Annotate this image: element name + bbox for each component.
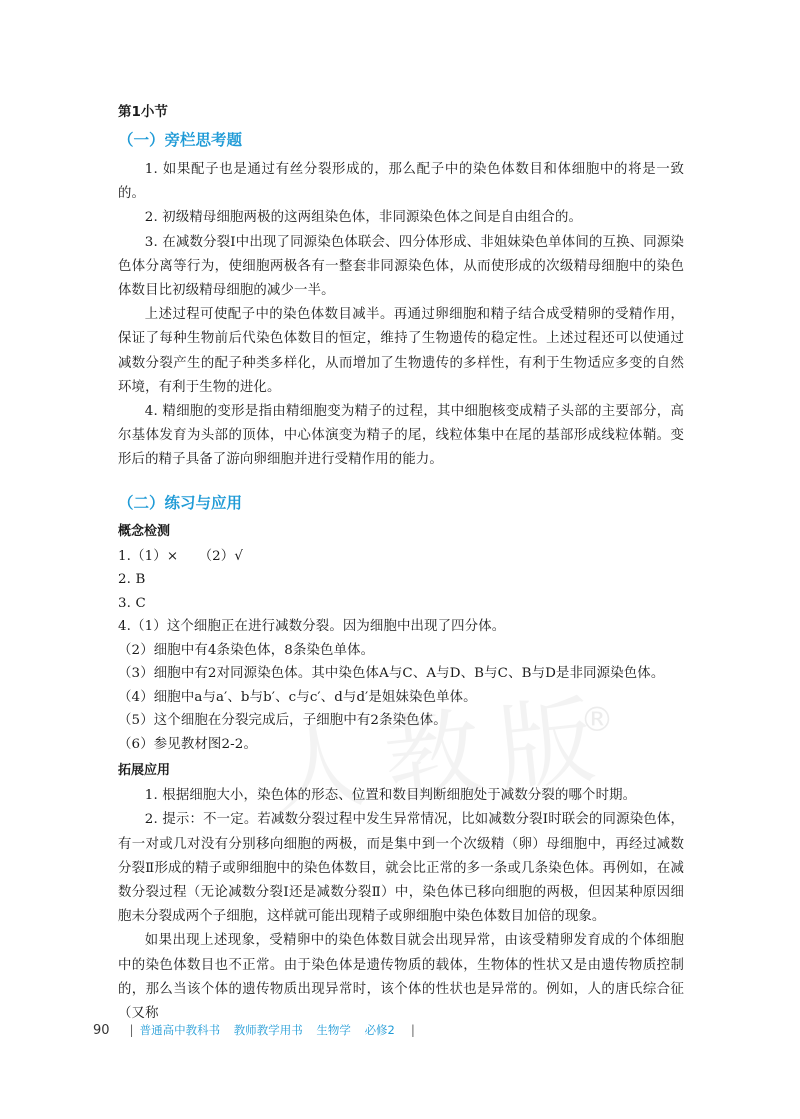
concept-answer: 4.（1）这个细胞正在进行减数分裂。因为细胞中出现了四分体。 (118, 619, 506, 635)
footer-divider: | (410, 1023, 415, 1037)
heading-practice: （二）练习与应用 (118, 493, 243, 512)
extension-paragraph-2: 2. 提示：不一定。若减数分裂过程中发生异常情况，比如减数分裂Ⅰ时联会的同源染色体，有一对或几对没有分别移向细胞的两极，而是集中到一个次级精（卵）母细胞中，再经过减数分裂Ⅱ形成的精子或卵细胞中的染色体数目，就会比正常的多一条或几条染色体。再例如，在减数分裂过程（无论减数分裂Ⅰ还是减数分裂Ⅱ）中，染色体已移向细胞的两极，但因某种原因细胞未分裂成两个子细胞，这样就可能出现精子或卵细胞中染色体数目加倍的现象。 (118, 812, 684, 925)
heading-sidebar-questions: （一）旁栏思考题 (118, 131, 243, 149)
footer-item: 生物学 (316, 1023, 351, 1037)
page-footer (93, 1022, 421, 1038)
footer-divider: | (129, 1023, 134, 1037)
concept-answer: （5）这个细胞在分裂完成后，子细胞中有2条染色体。 (118, 713, 447, 729)
concept-answer: （2）细胞中有4条染色体，8条染色单体。 (118, 642, 375, 658)
registered-mark: ® (580, 700, 614, 740)
page-number: 90 (93, 1022, 110, 1038)
page-content (118, 100, 684, 1026)
extension-paragraph-1: 1. 根据细胞大小，染色体的形态、位置和数目判断细胞处于减数分裂的哪个时期。 (144, 788, 637, 804)
answer-paragraph-3b: 上述过程可使配子中的染色体数目减半。再通过卵细胞和精子结合成受精卵的受精作用，保证了每种生物前后代染色体数目的恒定，维持了生物遗传的稳定性。上述过程还可以使通过减数分裂产生的配子种类多样化，从而增加了生物遗传的多样性，有利于生物适应多变的自然环境，有利于生物的进化。 (118, 307, 684, 395)
footer-item: 必修2 (364, 1023, 395, 1037)
concept-answer: （3）细胞中有2对同源染色体。其中染色体A与C、A与D、B与C、B与D是非同源染色体。 (118, 666, 665, 682)
concept-answer: 1.（1）× （2）√ (118, 548, 244, 564)
footer-item: 普通高中教科书 (139, 1023, 221, 1037)
concept-answer: 3. C (118, 595, 146, 611)
answer-paragraph-2: 2. 初级精母细胞两极的这两组染色体，非同源染色体之间是自由组合的。 (144, 210, 583, 226)
concept-answer: （4）细胞中a与a′、b与b′、c与c′、d与d′是姐妹染色单体。 (118, 689, 477, 705)
answer-paragraph-4: 4. 精细胞的变形是指由精细胞变为精子的过程，其中细胞核变成精子头部的主要部分，高尔基体发育为头部的顶体，中心体演变为精子的尾，线粒体集中在尾的基部形成线粒体鞘。变形后的精子具备了游向卵细胞并进行受精作用的能力。 (118, 404, 684, 468)
footer-book-info (140, 1022, 405, 1038)
concept-answer: 2. B (118, 572, 146, 588)
extension-paragraph-3: 如果出现上述现象，受精卵中的染色体数目就会出现异常，由该受精卵发育成的个体细胞中的染色体数目也不正常。由于染色体是遗传物质的载体，生物体的性状又是由遗传物质控制的，那么当该个体的遗传物质出现异常时，该个体的性状也是异常的。例如，人的唐氏综合征（又称 (118, 933, 684, 1021)
subhead-extension: 拓展应用 (118, 763, 171, 779)
section-title: 第1小节 (118, 104, 168, 120)
concept-answer: （6）参见教材图2-2。 (118, 736, 258, 752)
answer-paragraph-3: 3. 在减数分裂Ⅰ中出现了同源染色体联会、四分体形成、非姐妹染色单体间的互换、同源染色体分离等行为，使细胞两极各有一整套非同源染色体，从而使形成的次级精母细胞中的染色体数目比初级精母细胞的减少一半。 (118, 234, 684, 299)
footer-item: 教师教学用书 (233, 1023, 303, 1037)
answer-paragraph-1: 1. 如果配子也是通过有丝分裂形成的，那么配子中的染色体数目和体细胞中的将是一致的。 (118, 162, 684, 202)
subhead-concept-check: 概念检测 (118, 523, 171, 539)
